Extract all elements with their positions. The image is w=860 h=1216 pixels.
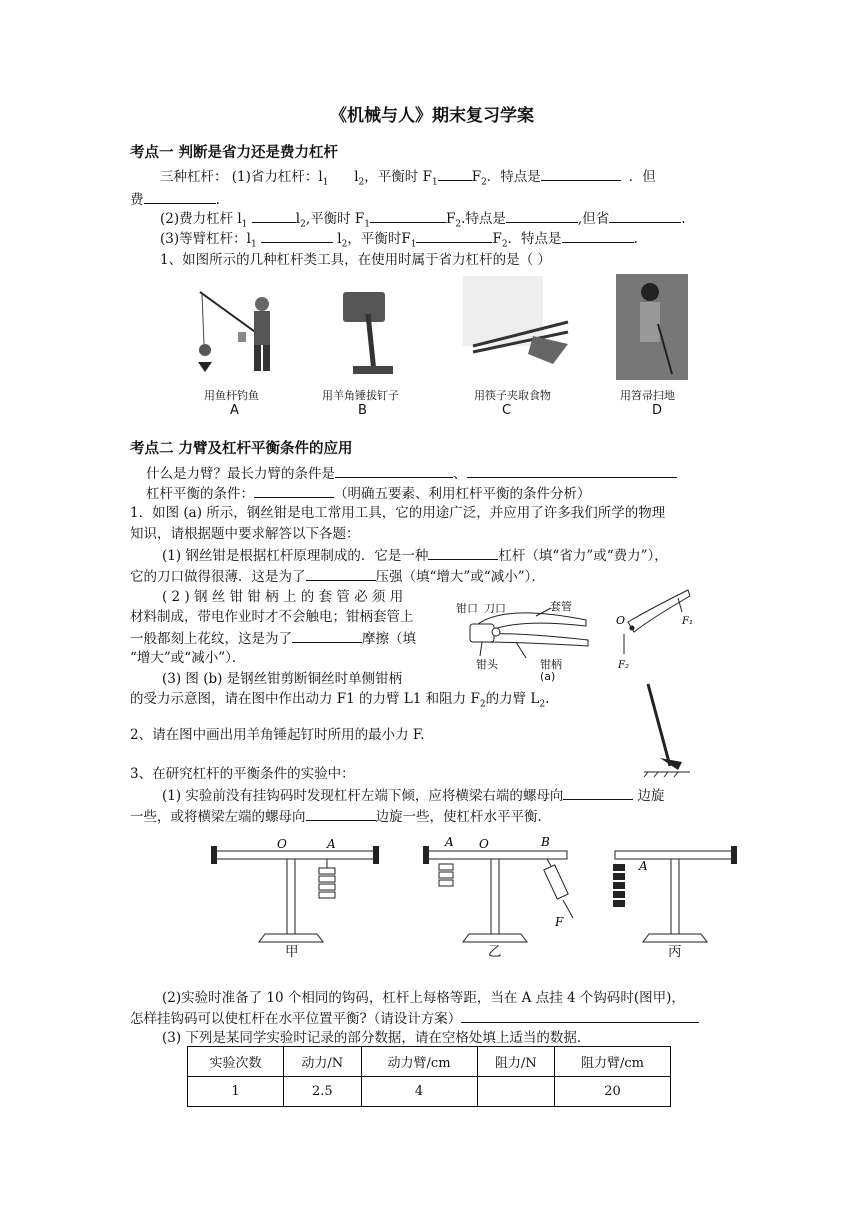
question-3-1: (1) 实验前没有挂钩码时发现杠杆左端下倾，应将横梁右端的螺母向 边旋 (162, 788, 665, 804)
question-2: 2、请在图中画出用羊角锤起钉时所用的最小力 F. (130, 727, 425, 743)
question-3: 3、在研究杠杆的平衡条件的实验中： (130, 766, 355, 782)
table-header: 动力臂/cm (361, 1047, 477, 1077)
option-d: D (652, 403, 663, 418)
svg-text:F₁: F₁ (682, 616, 693, 627)
pliers-q3b: 的受力示意图，请在图中作出动力 F1 的力臂 L1 和阻力 $F_2$的力臂 $L_2$. (130, 691, 550, 710)
pliers-q2d: “增大”或“减小”）． (130, 650, 246, 666)
question-3-2b: 怎样挂钩码可以使杠杆在水平位置平衡?（请设计方案） (130, 1010, 699, 1028)
svg-text:A: A (445, 835, 454, 849)
pliers-q2b: 材料制成，带电作业时才不会触电；钳柄套管上 (130, 609, 414, 625)
caption-a: 用鱼杆钓鱼 (204, 389, 259, 402)
label-sleeve: 套管 (550, 600, 572, 613)
caption-c: 用筷子夹取食物 (474, 389, 551, 402)
fig-label-jia: 甲 (285, 944, 299, 960)
section-1-heading: 考点一 判断是省力还是费力杠杆 (130, 145, 339, 161)
svg-text:F₂: F₂ (618, 660, 629, 671)
option-c: C (502, 403, 512, 418)
broom-photo (616, 274, 688, 380)
page-title: 《机械与人》期末复习学案 (330, 106, 534, 126)
svg-text:O: O (616, 614, 626, 627)
question-3-2: (2)实验时准备了 10 个相同的钩码，杠杆上每格等距，当在 A 点挂 4 个钩码时(图甲)， (162, 990, 685, 1006)
svg-text:O: O (479, 837, 489, 851)
fig-label-bing: 丙 (668, 944, 682, 960)
label-jaw: 钳口 (456, 602, 478, 615)
caption-b: 用羊角锤拔钉子 (322, 389, 399, 402)
svg-text:F: F (555, 915, 564, 929)
label-a: (a) (540, 670, 556, 683)
fig-label-yi: 乙 (488, 944, 502, 960)
table-header: 阻力/N (477, 1047, 554, 1077)
lever-types-line: 三种杠杆： (1)省力杠杆：$l_1$ $l_2$，平衡时 $F_1$ $F_2$．特点是 ．但 (160, 169, 656, 188)
equal-arm-lever-line: (3)等臂杠杆：$l_1$ $l_2$，平衡时$F_1$ $F_2$．特点是 . (160, 231, 638, 250)
svg-text:B: B (541, 835, 550, 849)
moment-arm-line: 什么是力臂？最长力臂的条件是 、 (146, 465, 677, 483)
table-cell: 20 (555, 1077, 671, 1107)
table-cell: 4 (361, 1077, 477, 1107)
lever-tools-figure (188, 274, 688, 420)
svg-text:A: A (327, 837, 336, 851)
table-header: 动力/N (284, 1047, 361, 1077)
caption-d: 用笤帚扫地 (620, 389, 675, 402)
table-cell: 2.5 (284, 1077, 361, 1107)
option-b: B (358, 403, 367, 418)
table-cell[interactable] (477, 1077, 554, 1107)
svg-text:A: A (639, 859, 648, 873)
pliers-intro-2: 知识，请根据题中要求解答以下各题： (130, 526, 360, 542)
handle-force-diagram (608, 582, 698, 682)
section-2-heading: 考点二 力臂及杠杆平衡条件的应用 (130, 441, 353, 457)
pliers-intro-1: 1．如图 (a) 所示，钢丝钳是电工常用工具，它的用途广泛，并应用了许多我们所学的物理 (130, 505, 666, 521)
svg-text:O: O (277, 837, 287, 851)
balance-condition-line: 杠杆平衡的条件： （明确五要素、利用杠杆平衡的条件分析） (146, 486, 591, 502)
hammer-nail-figure (640, 680, 700, 780)
lever-types-line-2: 费 . (130, 192, 220, 208)
label-head: 钳头 (476, 658, 498, 671)
table-header: 实验次数 (188, 1047, 284, 1077)
table-header: 阻力臂/cm (555, 1047, 671, 1077)
pliers-q3: (3) 图 (b) 是钢丝钳剪断铜丝时单侧钳柄 (162, 671, 403, 687)
pliers-q2: ( 2 ) 钢 丝 钳 钳 柄 上 的 套 管 必 须 用 (162, 589, 404, 605)
data-table (187, 1046, 671, 1107)
option-a: A (230, 403, 239, 418)
label-handle: 钳柄 (540, 658, 562, 671)
table-cell: 1 (188, 1077, 284, 1107)
pliers-q2c: 一般都刻上花纹，这是为了 摩擦（填 (130, 631, 416, 647)
question-3-3: (3) 下列是某同学实验时记录的部分数据，请在空格处填上适当的数据． (162, 1030, 591, 1046)
question-3-1b: 一些，或将横梁左端的螺母向 边旋一些，使杠杆水平平衡． (130, 809, 551, 825)
pliers-q1b: 它的刀口做得很薄．这是为了 压强（填“增大”或“减小”）． (130, 569, 545, 585)
effort-lever-line: (2)费力杠杆 $l_1$ $l_2$,平衡时 $F_1$ $F_2$.特点是 ,但省 . (160, 211, 686, 230)
question-1: 1、如图所示的几种杠杆类工具，在使用时属于省力杠杆的是（ ） (160, 252, 551, 268)
label-blade: 刀口 (484, 602, 506, 615)
pliers-q1: (1) 钢丝钳是根据杠杆原理制成的．它是一种 杠杆（填“省力”或“费力”）， (162, 548, 668, 564)
